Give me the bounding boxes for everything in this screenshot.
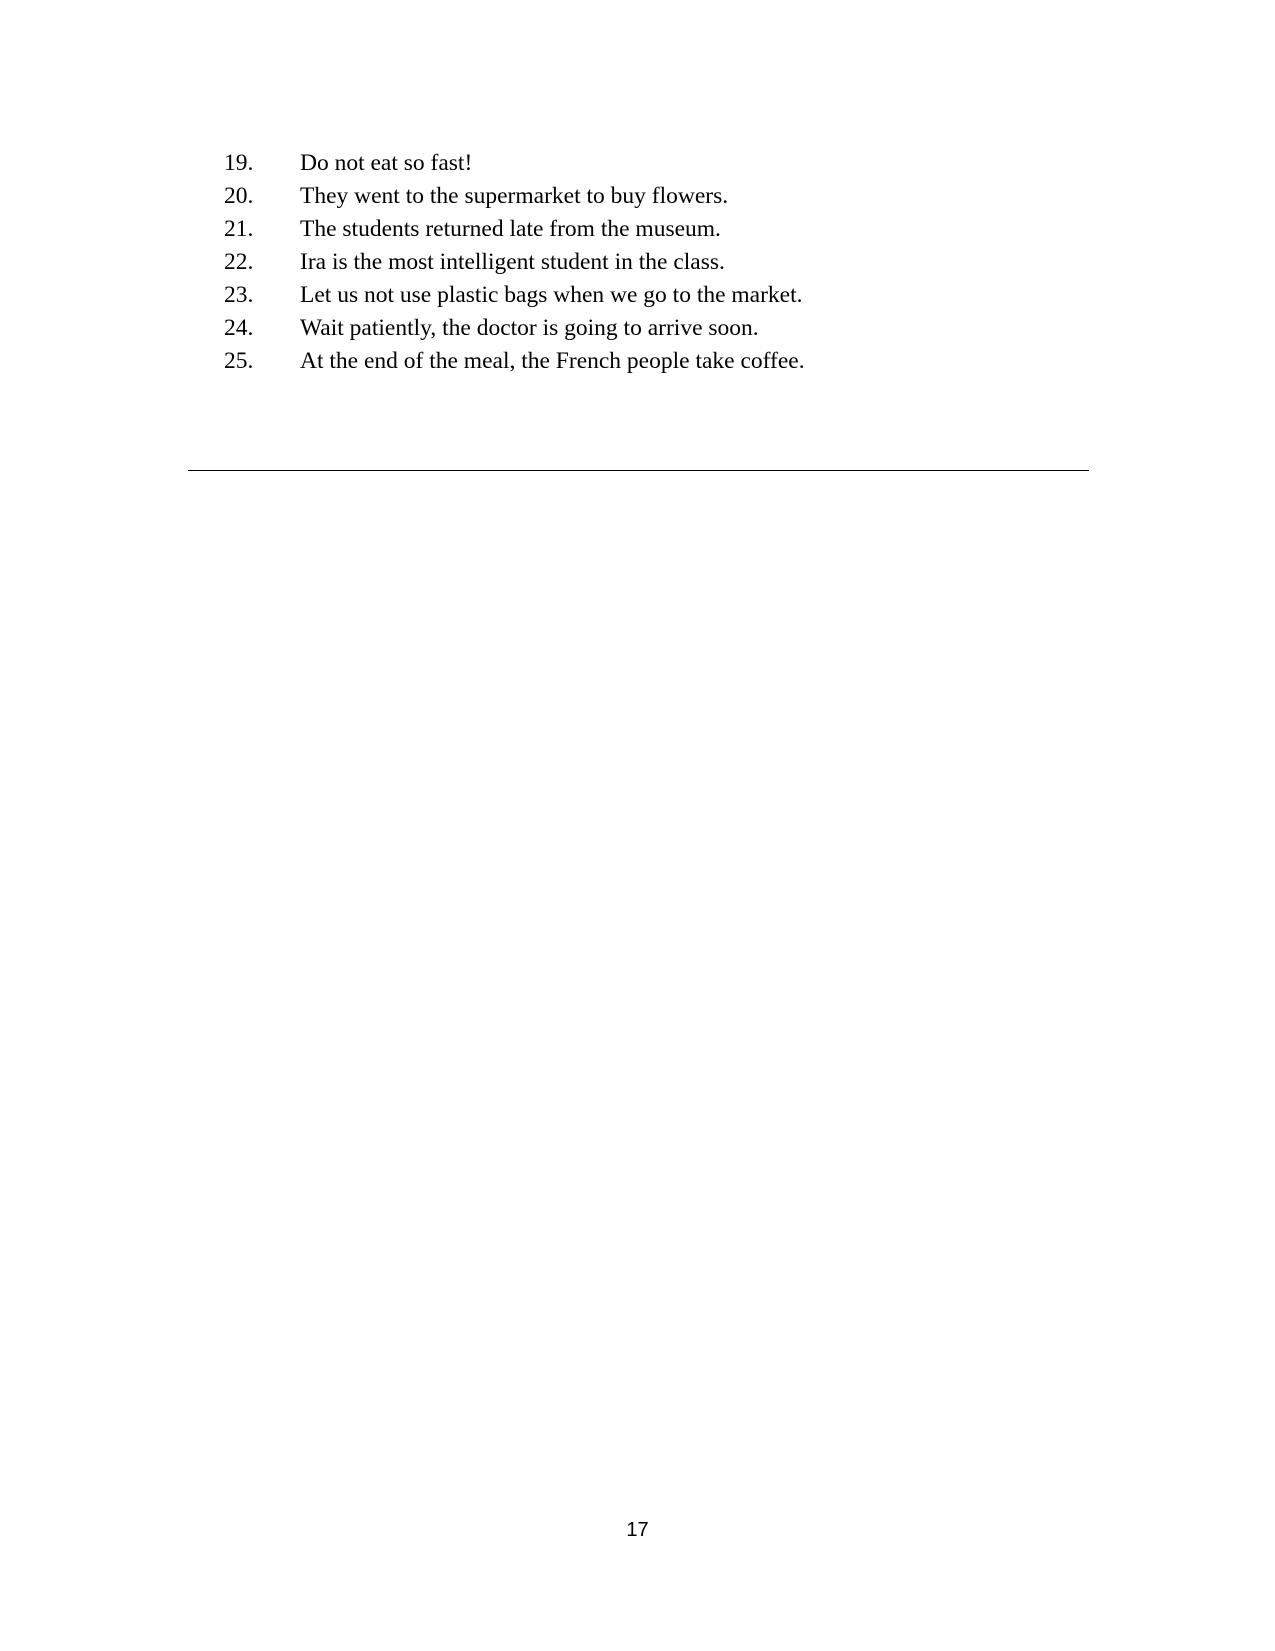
- item-number: 23.: [224, 282, 254, 308]
- sentence-list: [224, 147, 805, 378]
- item-number: 19.: [224, 150, 254, 176]
- list-item: [224, 147, 805, 180]
- list-item: [224, 345, 805, 378]
- item-text: They went to the supermarket to buy flowers.: [300, 183, 729, 209]
- list-item: [224, 180, 805, 213]
- item-number: 24.: [224, 315, 254, 341]
- item-text: Do not eat so fast!: [300, 150, 473, 176]
- item-number: 25.: [224, 348, 254, 374]
- item-text: Let us not use plastic bags when we go to the market.: [300, 282, 803, 308]
- page-number: 17: [626, 1519, 649, 1541]
- item-number: 22.: [224, 249, 254, 275]
- item-text: The students returned late from the museum.: [300, 216, 721, 242]
- item-text: At the end of the meal, the French people take coffee.: [300, 348, 805, 374]
- horizontal-divider: [188, 470, 1089, 471]
- item-number: 21.: [224, 216, 254, 242]
- item-number: 20.: [224, 183, 254, 209]
- list-item: [224, 246, 805, 279]
- list-item: [224, 279, 805, 312]
- list-item: [224, 213, 805, 246]
- item-text: Wait patiently, the doctor is going to arrive soon.: [300, 315, 759, 341]
- item-text: Ira is the most intelligent student in the class.: [300, 249, 725, 275]
- list-item: [224, 312, 805, 345]
